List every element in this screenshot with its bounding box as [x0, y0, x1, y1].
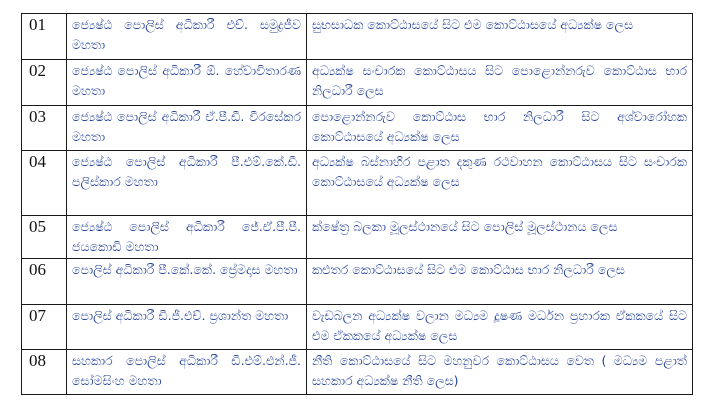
transfer-description: සුභසාධක කොට්ඨාසයේ සිට එම කොට්ඨාසයේ අධ්‍යක්ෂ ලෙස [307, 14, 693, 60]
transfer-description: අධ්‍යක්ෂ සංචාරක කොට්ඨාසය සිට පොළොන්නරුව කොට්ඨාස භාර නිලධාරී ලෙස [307, 60, 693, 106]
transfer-description: නීති කොට්ඨාසයේ සිට මහනුවර කොට්ඨාසය වෙත ( මධ්‍යම පළාත් සහකාර අධ්‍යක්ෂ නීති ලෙස) [307, 350, 693, 395]
table-row [22, 14, 693, 60]
transfers-table [21, 13, 693, 395]
table-row [22, 106, 693, 151]
transfer-description: අධ්‍යක්ෂ බස්නාහිර පළාත දකුණ රථවාහන කොට්ඨාසය සිට සංචාරක කොට්ඨාසයේ අධ්‍යක්ෂ ලෙස [307, 151, 693, 216]
table-row [22, 350, 693, 395]
row-number: 02 [22, 60, 67, 106]
table-row [22, 259, 693, 305]
transfer-description: කළුතර කොට්ඨාසයේ සිට එම කොට්ඨාස භාර නිලධාරී ලෙස [307, 259, 693, 305]
row-number: 01 [22, 14, 67, 60]
officer-name: පොලිස් අධිකාරී පී.කේ.කේ. ප්‍රේමදාස මහතා [67, 259, 307, 305]
row-number: 05 [22, 216, 67, 259]
transfer-description: ක්ෂේත්‍ර බලකා මූලස්ථානයේ සිට පොලිස් මූලස්ථානය ලෙස [307, 216, 693, 259]
row-number: 04 [22, 151, 67, 216]
officer-name: ජ්‍යෙෂ්ඨ පොලිස් අධිකාරී ඒ.පී.ඩී. වීරසේකර මහතා [67, 106, 307, 151]
table-row [22, 60, 693, 106]
table-row [22, 305, 693, 350]
transfer-description: වැඩබලන අධ්‍යක්ෂ වලාන මධ්‍යම දූෂණ මර්ධන ප්‍රහාරක ඒකකයේ සිට එම ඒකකයේ අධ්‍යක්ෂ ලෙස [307, 305, 693, 350]
row-number: 08 [22, 350, 67, 395]
transfer-description: පොළොන්නරුව කොට්ඨාස භාර නිලධාරී සිට අශ්වාරෝහක කොට්ඨාසයේ අධ්‍යක්ෂ ලෙස [307, 106, 693, 151]
table-row [22, 151, 693, 216]
table-row [22, 216, 693, 259]
row-number: 06 [22, 259, 67, 305]
officer-name: පොලිස් අධිකාරී ඩී.ජී.එච්. ප්‍රශාන්ත මහතා [67, 305, 307, 350]
row-number: 03 [22, 106, 67, 151]
officer-name: ජ්‍යෙෂ්ඨ පොලිස් අධිකාරී ඕ. හේවාවිතාරණ මහතා [67, 60, 307, 106]
row-number: 07 [22, 305, 67, 350]
officer-name: ජ්‍යෙෂ්ඨ පොලිස් අධිකාරී පී.එම්.කේ.ඩී. පලිස්කාර මහතා [67, 151, 307, 216]
officer-name: සහකාර පොලිස් අධිකාරී ඩී.එම්.එන්.ජී. සෝමසිංහ මහතා [67, 350, 307, 395]
officer-name: ජ්‍යෙෂ්ඨ පොලිස් අධිකාරී එච්. සමුද්‍රජීව මහතා [67, 14, 307, 60]
officer-name: ජ්‍යෙෂ්ඨ පොලිස් අධිකාරී ජේ.ඒ.පී.පී. ජයකොඩි මහතා [67, 216, 307, 259]
